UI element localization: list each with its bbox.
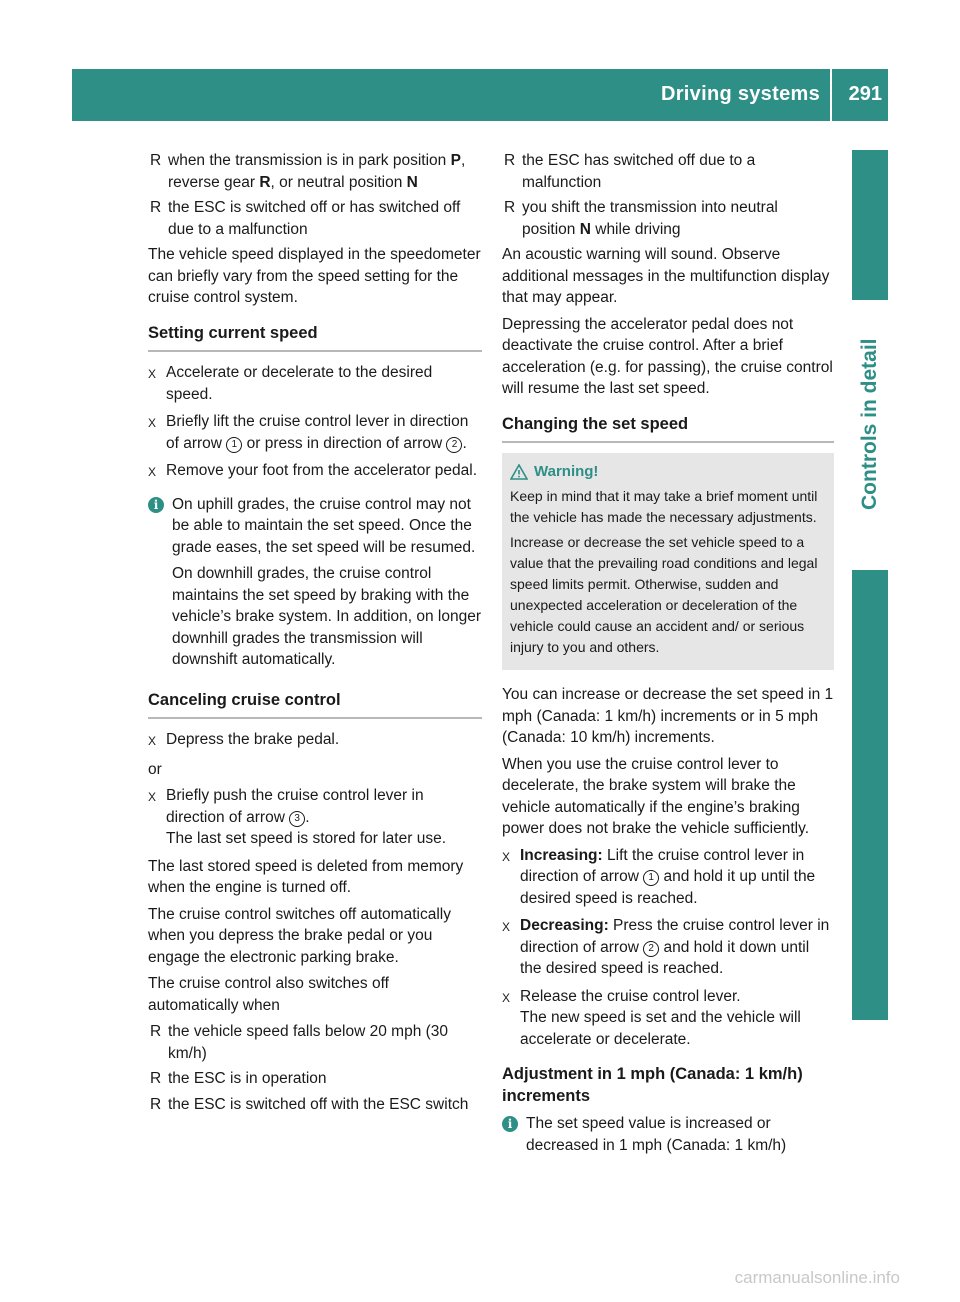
bullet-icon: R (150, 152, 162, 169)
step-item: X Increasing: Lift the cruise control lever in direction of arrow 1 and hold it up until the desired speed is reached. (502, 845, 834, 910)
step-item: X Accelerate or decelerate to the desired speed. (148, 362, 482, 405)
section-heading: Setting current speed (148, 323, 482, 353)
callout-2: 2 (643, 941, 659, 957)
paragraph: The cruise control switches off automatically when you depress the brake pedal or you engage the electronic parking brake. (148, 905, 451, 966)
warning-box (502, 453, 834, 670)
section-heading: Adjustment in 1 mph (Canada: 1 km/h) increments (502, 1065, 803, 1105)
bullet-icon: R (150, 1095, 162, 1113)
left-column (148, 150, 482, 1119)
page-number: 291 (848, 83, 882, 105)
warning-text: Increase or decrease the set vehicle speed to a value that the prevailing road conditions and legal speed limits permit. Otherwise, sudden and unexpected acceleration or deceleration of the vehicle could cause an accident and/ or serious injury to you and others. (510, 534, 818, 655)
step-arrow-icon: X (148, 416, 157, 430)
step-item: X Decreasing: Press the cruise control lever in direction of arrow 2 and hold it down until the desired speed is reached. (502, 915, 834, 980)
info-icon: i (502, 1116, 518, 1132)
paragraph: You can increase or decrease the set speed in 1 mph (Canada: 1 km/h) increments or in 5 mph (Canada: 10 km/h) increments. (502, 686, 834, 746)
list-item: R the ESC is in operation (148, 1068, 482, 1090)
list-item: R the ESC is switched off or has switched off due to a malfunction (148, 197, 482, 240)
warning-triangle-icon (510, 464, 528, 480)
bullet-icon: R (150, 199, 162, 216)
paragraph: The vehicle speed displayed in the speedometer can briefly vary from the speed setting for the cruise control system. (148, 246, 481, 306)
side-tab (852, 150, 888, 1020)
paragraph: or (148, 760, 162, 778)
callout-1: 1 (226, 437, 242, 453)
step-item: X Release the cruise control lever. The new speed is set and the vehicle will accelerate or decelerate. (502, 986, 834, 1051)
step-arrow-icon: X (148, 790, 157, 804)
step-arrow-icon: X (148, 734, 157, 748)
info-note: i On uphill grades, the cruise control may not be able to maintain the set speed. Once the grade eases, the set speed will be resumed. On downhill grades, the cruise control maintains the set speed by braking with the vehicle’s brake system. In addition, on longer downhill grades the transmission will downshift automatically. (148, 494, 482, 676)
list-item: R the ESC is switched off with the ESC switch (148, 1094, 482, 1116)
section-heading: Changing the set speed (502, 414, 834, 444)
step-item: X Briefly lift the cruise control lever in direction of arrow 1 or press in direction of arrow 2 . (148, 411, 482, 454)
paragraph: The last stored speed is deleted from memory when the engine is turned off. (148, 857, 464, 896)
warning-text: Keep in mind that it may take a brief moment until the vehicle has made the necessary adjustments. (510, 488, 818, 525)
watermark: carmanualsonline.info (734, 1268, 900, 1287)
right-column (502, 150, 834, 1167)
step-arrow-icon: X (148, 465, 157, 479)
bullet-icon: R (150, 1023, 162, 1040)
step-item: X Briefly push the cruise control lever in direction of arrow 3 . The last set speed is stored for later use. (148, 785, 482, 850)
header-divider (830, 69, 832, 121)
step-arrow-icon: X (148, 367, 157, 381)
step-item: X Remove your foot from the accelerator pedal. (148, 460, 482, 484)
paragraph: Depressing the accelerator pedal does not deactivate the cruise control. After a brief acceleration (e.g. for passing), the cruise control will resume the last set speed. (502, 315, 833, 397)
step-arrow-icon: X (502, 920, 511, 934)
bullet-icon: R (504, 199, 516, 216)
callout-1: 1 (643, 870, 659, 886)
list-item: R the ESC has switched off due to a malfunction (502, 150, 834, 193)
list-item: R when the transmission is in park position P, reverse gear R, or neutral position N (148, 150, 482, 193)
section-title: Driving systems (660, 83, 820, 105)
side-tab-label: Controls in detail (858, 338, 881, 510)
paragraph: The cruise control also switches off automatically when (148, 975, 389, 1014)
step-arrow-icon: X (502, 849, 511, 864)
step-item: X Depress the brake pedal. (148, 729, 482, 753)
bullet-icon: R (150, 1070, 162, 1087)
list-item: R the vehicle speed falls below 20 mph (30 km/h) (148, 1021, 482, 1064)
step-arrow-icon: X (502, 990, 511, 1005)
list-item: R you shift the transmission into neutral position N while driving (502, 197, 834, 240)
warning-title: Warning! (534, 463, 599, 480)
section-heading: Canceling cruise control (148, 690, 482, 720)
info-icon: i (148, 497, 164, 513)
callout-3: 3 (289, 811, 305, 827)
paragraph: When you use the cruise control lever to decelerate, the brake system will brake the vehicle automatically if the engine’s braking power does not brake the vehicle sufficiently. (502, 755, 810, 837)
callout-2: 2 (446, 437, 462, 453)
header-bar (72, 69, 888, 121)
info-note: i The set speed value is increased or decreased in 1 mph (Canada: 1 km/h) (502, 1113, 834, 1161)
paragraph: An acoustic warning will sound. Observe additional messages in the multifunction display that may appear. (502, 246, 830, 306)
bullet-icon: R (504, 152, 516, 169)
